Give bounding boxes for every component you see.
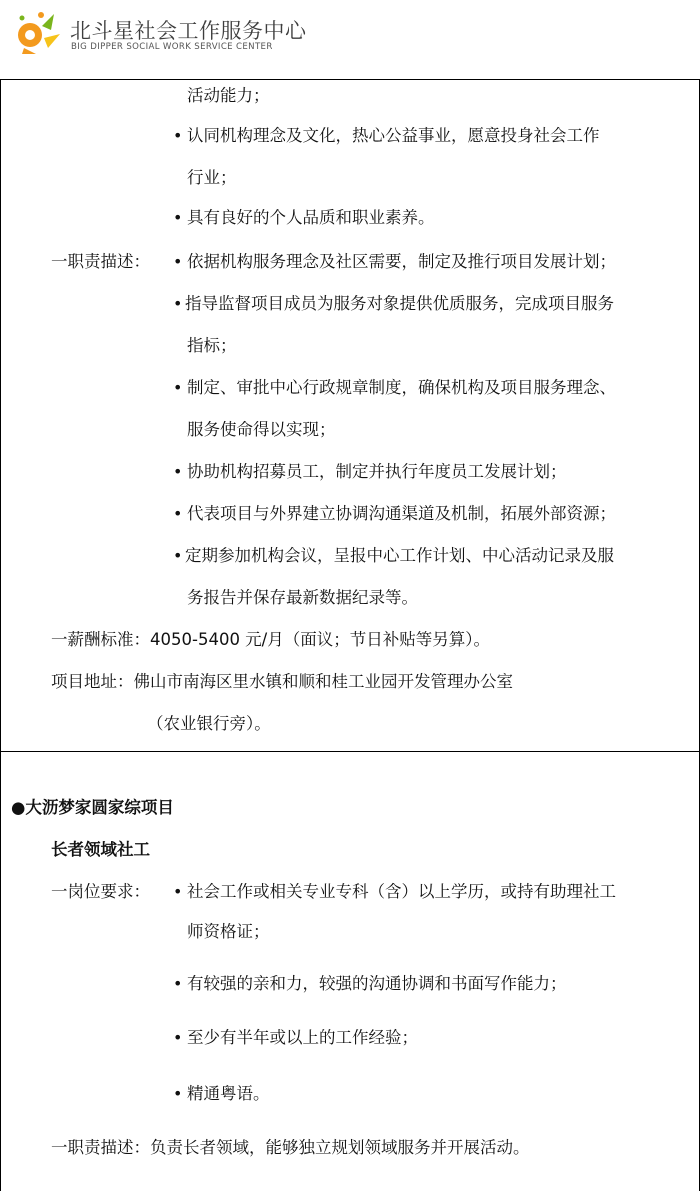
org-name-cn: 北斗星社会工作服务中心 [70, 19, 307, 43]
requirement-continuation: 活动能力； [187, 86, 270, 105]
requirement-item: 至少有半年或以上的工作经验； [187, 1028, 418, 1047]
salary-line: 一薪酬标准：4050-5400 元/月（面议；节日补贴等另算）。 [51, 630, 490, 649]
bullet-icon: • [173, 546, 183, 565]
requirement-item: 精通粤语。 [187, 1084, 270, 1103]
duty-item: 依据机构服务理念及社区需要，制定及推行项目发展计划； [187, 252, 616, 271]
bullet-icon: • [173, 974, 183, 993]
duty-item: 协助机构招募员工，制定并执行年度员工发展计划； [187, 462, 567, 481]
bullet-icon: • [173, 504, 183, 523]
bullet-icon: • [173, 294, 183, 313]
bullet-icon: • [173, 252, 183, 271]
duty-item: 指导监督项目成员为服务对象提供优质服务，完成项目服务 [185, 294, 614, 313]
address-line: 项目地址：佛山市南海区里水镇和顺和桂工业园开发管理办公室 [51, 672, 513, 691]
duty-item-cont: 指标； [187, 336, 237, 355]
duty-item: 代表项目与外界建立协调沟通渠道及机制，拓展外部资源； [187, 504, 616, 523]
job-section-1 [0, 79, 700, 752]
requirement-item: 有较强的亲和力，较强的沟通协调和书面写作能力； [187, 974, 567, 993]
requirement-label: 一岗位要求： [51, 882, 150, 901]
bullet-icon: • [173, 208, 183, 227]
project-title: ●大沥梦家圆家综项目 [11, 798, 174, 817]
duty-item-cont: 务报告并保存最新数据纪录等。 [187, 588, 418, 607]
duty-item-cont: 服务使命得以实现； [187, 420, 336, 439]
page-header [0, 0, 700, 78]
bullet-icon: • [173, 378, 183, 397]
address-line-cont: （农业银行旁）。 [147, 714, 271, 733]
position-title: 长者领域社工 [51, 840, 150, 859]
duty-item: 制定、审批中心行政规章制度，确保机构及项目服务理念、 [187, 378, 616, 397]
org-name-en: BIG DIPPER SOCIAL WORK SERVICE CENTER [71, 42, 273, 52]
requirement-item: 社会工作或相关专业专科（含）以上学历，或持有助理社工 [187, 882, 616, 901]
requirement-item: 具有良好的个人品质和职业素养。 [187, 208, 435, 227]
requirement-item: 认同机构理念及文化，热心公益事业，愿意投身社会工作 [187, 126, 600, 145]
bullet-icon: • [173, 1028, 183, 1047]
job-section-2 [0, 751, 700, 1191]
requirement-item-cont: 行业； [187, 168, 237, 187]
requirement-item-cont: 师资格证； [187, 922, 270, 941]
bullet-icon: • [173, 1084, 183, 1103]
bullet-icon: • [173, 882, 183, 901]
duty-label: 一职责描述： [51, 252, 150, 271]
duty-line: 一职责描述：负责长者领域，能够独立规划领域服务并开展活动。 [51, 1138, 530, 1157]
bullet-icon: • [173, 126, 183, 145]
big-dipper-logo-icon [14, 8, 64, 56]
duty-item: 定期参加机构会议，呈报中心工作计划、中心活动记录及服 [185, 546, 614, 565]
bullet-icon: • [173, 462, 183, 481]
